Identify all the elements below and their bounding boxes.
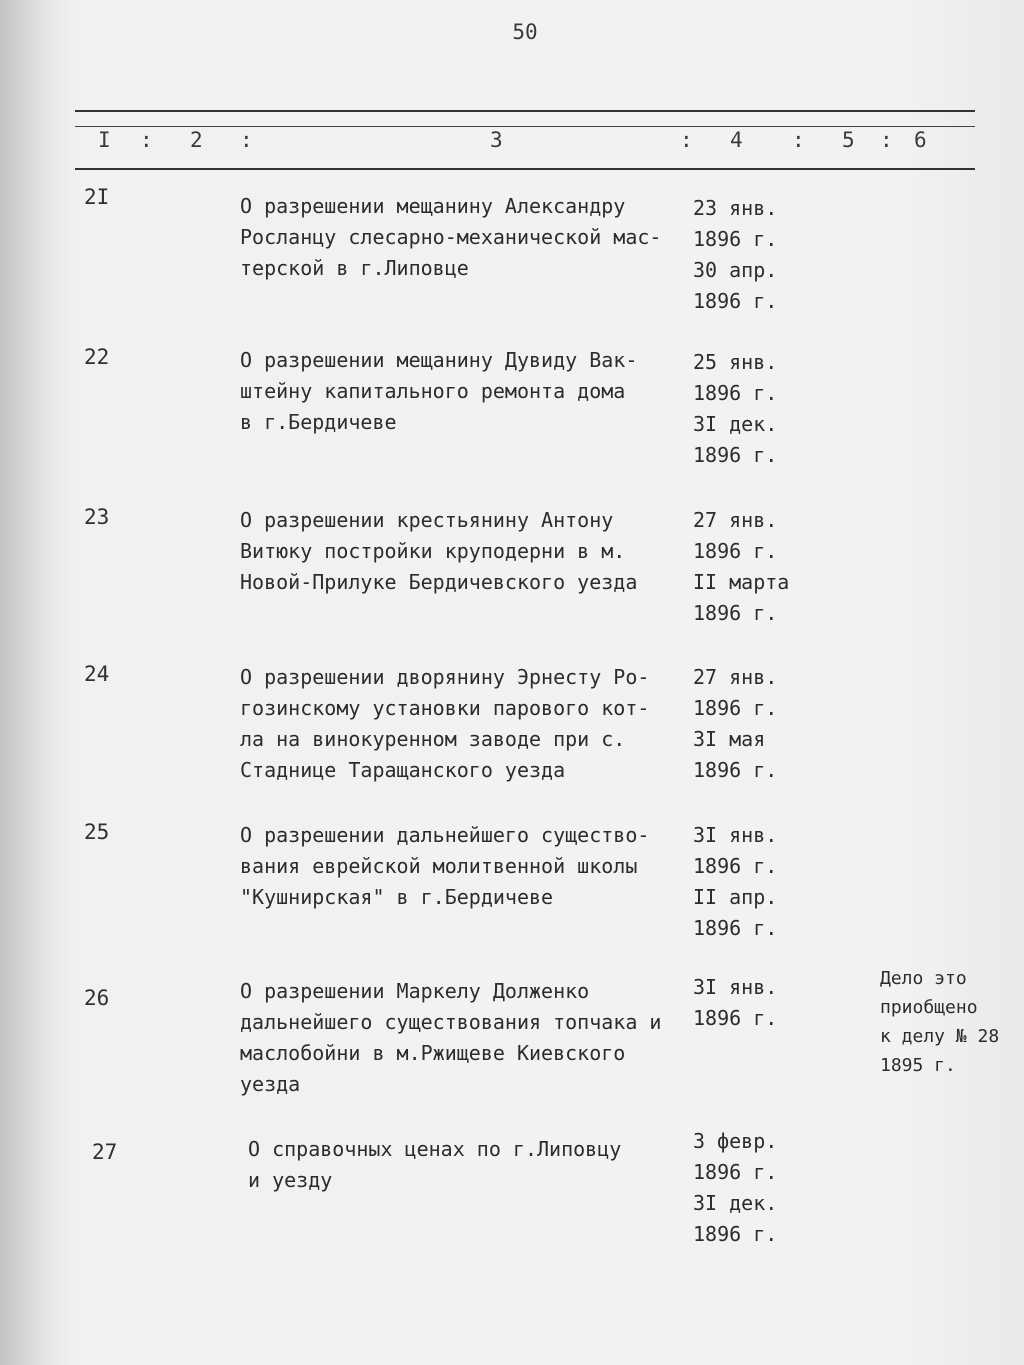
table-header-rule [75, 168, 975, 170]
date-start-year: 1896 г. [693, 539, 778, 563]
date-start: 27 янв. [693, 508, 778, 532]
date-end: II апр. [693, 885, 778, 909]
date-end-year: 1896 г. [693, 443, 778, 467]
date-end-year: 1896 г. [693, 916, 778, 940]
page-fold-shadow [0, 0, 70, 1365]
page-number: 50 [512, 20, 538, 44]
row-dates [693, 820, 813, 944]
header-col-3: 3 [490, 128, 503, 152]
date-start: 3I янв. [693, 823, 778, 847]
header-col-1: I [98, 128, 111, 152]
date-end: 3I дек. [693, 1191, 778, 1215]
row-dates [693, 505, 813, 629]
date-start: 23 янв. [693, 196, 778, 220]
header-sep-4: : [792, 128, 805, 152]
date-end: II марта [693, 570, 790, 594]
date-end: 3I дек. [693, 412, 778, 436]
date-start-year: 1896 г. [693, 381, 778, 405]
date-start-year: 1896 г. [693, 696, 778, 720]
row-description: О разрешении крестьянину Антону Витюку постройки круподерни в м. Новой-Прилуке Бердичевского уезда [240, 508, 638, 594]
row-description: О разрешении дворянину Эрнесту Ро- гозинскому установки парового кот- ла на винокуренном заводе при с. Стаднице Таращанского уезда [240, 665, 650, 782]
row-description: О разрешении Маркелу Долженко дальнейшего существования топчака и маслобойни в м.Ржищеве Киевского уезда [240, 979, 662, 1096]
header-col-2: 2 [190, 128, 203, 152]
row-number: 27 [92, 1140, 118, 1164]
date-end: 3I мая [693, 727, 766, 751]
header-col-5: 5 [842, 128, 855, 152]
row-note: Дело это приобщено к делу № 28 1895 г. [880, 968, 1000, 1076]
date-end-year: 1896 г. [693, 601, 778, 625]
row-number: 23 [84, 505, 110, 529]
row-number: 22 [84, 345, 110, 369]
row-description: О разрешении дальнейшего существо- вания еврейской молитвенной школы "Кушнирская" в г.Бердичеве [240, 823, 650, 909]
date-start-year: 1896 г. [693, 854, 778, 878]
date-start-year: 1896 г. [693, 1160, 778, 1184]
header-col-4: 4 [730, 128, 743, 152]
date-end: 30 апр. [693, 258, 778, 282]
table-top-rule [75, 110, 975, 112]
date-end-year: 1896 г. [693, 289, 778, 313]
row-dates [693, 1126, 813, 1250]
header-sep-1: : [140, 128, 153, 152]
row-dates [693, 972, 813, 1034]
row-number: 2I [84, 185, 110, 209]
row-number: 26 [84, 986, 110, 1010]
row-description: О справочных ценах по г.Липовцу и уезду [248, 1137, 622, 1192]
date-start: 27 янв. [693, 665, 778, 689]
row-number: 24 [84, 662, 110, 686]
header-col-6: 6 [914, 128, 927, 152]
header-sep-2: : [240, 128, 253, 152]
date-end-year: 1896 г. [693, 1222, 778, 1246]
row-dates [693, 193, 813, 317]
row-dates [693, 347, 813, 471]
date-start: 3 февр. [693, 1129, 778, 1153]
header-sep-3: : [680, 128, 693, 152]
date-start-year: 1896 г. [693, 1006, 778, 1030]
row-description: О разрешении мещанину Дувиду Вак- штейну капитального ремонта дома в г.Бердичеве [240, 348, 638, 434]
date-end-year: 1896 г. [693, 758, 778, 782]
date-start-year: 1896 г. [693, 227, 778, 251]
row-description: О разрешении мещанину Александру Росланцу слесарно-механической мас- терской в г.Липовце [240, 194, 662, 280]
row-number: 25 [84, 820, 110, 844]
row-dates [693, 662, 813, 786]
date-start: 3I янв. [693, 975, 778, 999]
date-start: 25 янв. [693, 350, 778, 374]
header-sep-5: : [880, 128, 893, 152]
table-top-rule-inner [75, 126, 975, 127]
